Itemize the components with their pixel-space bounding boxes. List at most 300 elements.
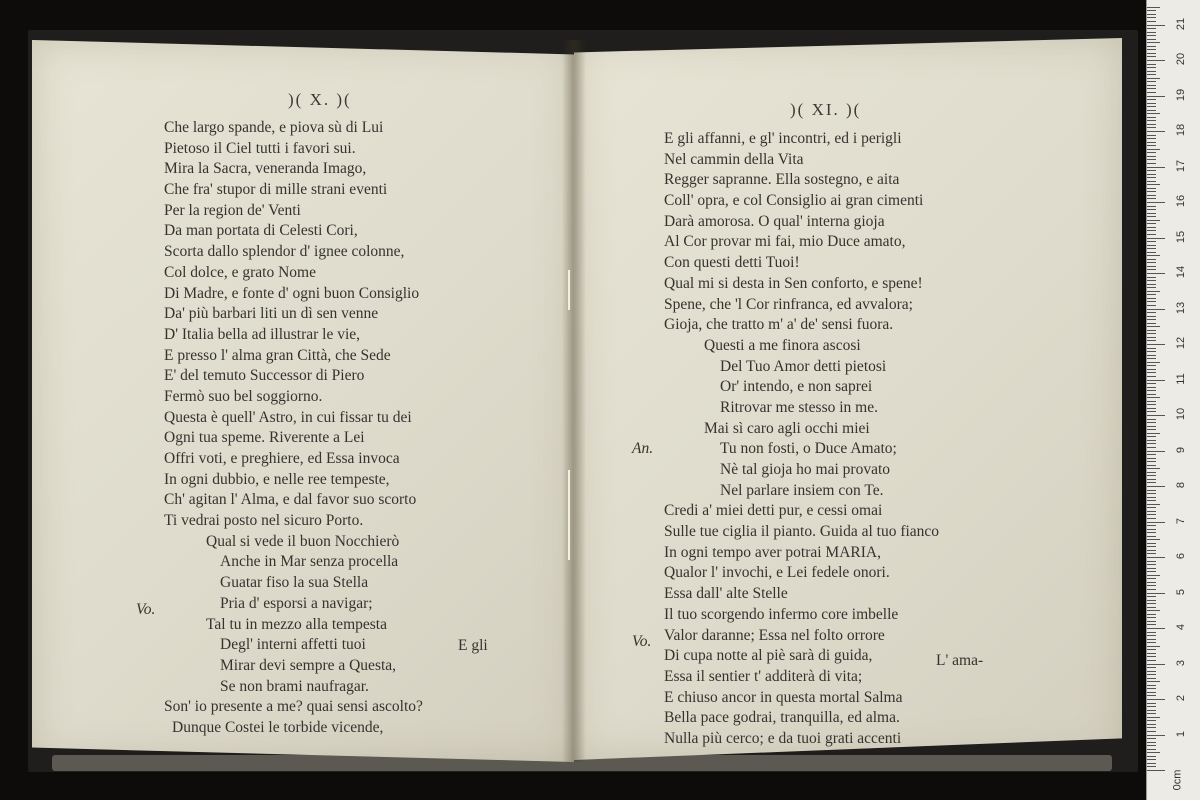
right-line: Tu non fosti, o Duce Amato; <box>720 440 897 458</box>
ruler-tick <box>1147 426 1156 427</box>
ruler-tick <box>1147 685 1156 686</box>
ruler-tick <box>1147 163 1156 164</box>
left-line: Che largo spande, e piova sù di Lui <box>164 119 384 136</box>
ruler-tick <box>1147 408 1156 409</box>
left-line: Guatar fiso la sua Stella <box>220 574 369 592</box>
ruler-tick <box>1147 593 1165 594</box>
ruler-tick <box>1147 486 1165 487</box>
left-line: Ch' agitan l' Alma, e dal favor suo scorto <box>164 491 417 509</box>
ruler-tick <box>1147 479 1156 480</box>
right-line: Essa il sentier t' additerà di vita; <box>664 667 863 685</box>
ruler-tick <box>1147 578 1156 579</box>
right-line: Del Tuo Amor detti pietosi <box>720 357 887 375</box>
left-line: Mirar devi sempre a Questa, <box>220 656 397 674</box>
ruler-number: 11 <box>1175 372 1187 385</box>
ruler-tick <box>1147 323 1156 324</box>
ruler-tick <box>1147 624 1156 625</box>
ruler-tick <box>1147 32 1156 33</box>
left-line: Di Madre, e fonte d' ogni buon Consiglio <box>164 284 420 302</box>
ruler-tick <box>1147 241 1156 242</box>
ruler-tick <box>1147 280 1156 281</box>
ruler-tick <box>1147 458 1156 459</box>
ruler-tick <box>1147 71 1156 72</box>
ruler-tick <box>1147 745 1156 746</box>
ruler-tick <box>1147 28 1156 29</box>
ruler-tick <box>1147 717 1160 718</box>
ruler-tick <box>1147 667 1156 668</box>
ruler-tick <box>1147 220 1160 221</box>
left-line: Mira la Sacra, veneranda Imago, <box>164 160 367 178</box>
ruler-tick <box>1147 614 1156 615</box>
ruler-tick <box>1147 674 1156 675</box>
ruler-tick <box>1147 120 1156 121</box>
ruler-tick <box>1147 49 1156 50</box>
ruler-tick <box>1147 35 1156 36</box>
right-speaker-an: An. <box>632 440 654 457</box>
left-line: Da' più barbari liti un dì sen venne <box>164 305 379 323</box>
ruler-tick <box>1147 447 1156 448</box>
ruler-tick <box>1147 174 1156 175</box>
ruler-tick <box>1147 564 1156 565</box>
ruler-tick <box>1147 355 1156 356</box>
ruler-tick <box>1147 553 1156 554</box>
right-line: Mai sì caro agli occhi miei <box>704 419 870 437</box>
left-speaker-vo: Vo. <box>136 601 156 618</box>
ruler-tick <box>1147 287 1156 288</box>
ruler-tick <box>1147 522 1165 523</box>
ruler-tick <box>1147 223 1156 224</box>
book-gutter <box>562 40 586 762</box>
ruler-tick <box>1147 269 1156 270</box>
ruler-tick <box>1147 326 1160 327</box>
binding-thread-top <box>568 270 580 310</box>
ruler-tick <box>1147 543 1156 544</box>
ruler-tick <box>1147 259 1156 260</box>
ruler-tick <box>1147 340 1156 341</box>
ruler-tick <box>1147 110 1156 111</box>
right-catchword: L' ama- <box>936 652 984 669</box>
ruler-tick <box>1147 67 1156 68</box>
ruler-tick <box>1147 454 1156 455</box>
right-page-text <box>664 129 939 750</box>
ruler-number: 21 <box>1175 17 1187 30</box>
ruler-tick <box>1147 752 1160 753</box>
ruler-tick <box>1147 681 1160 682</box>
ruler-tick <box>1147 113 1160 114</box>
right-line: Bella pace godrai, tranquilla, ed alma. <box>664 709 900 727</box>
ruler-number: 17 <box>1175 159 1187 172</box>
ruler-tick <box>1147 401 1156 402</box>
ruler-tick <box>1147 301 1156 302</box>
ruler-tick <box>1147 660 1156 661</box>
ruler-tick <box>1147 635 1156 636</box>
left-line: Pietoso il Ciel tutti i favori sui. <box>164 139 356 157</box>
ruler-tick <box>1147 518 1156 519</box>
ruler-tick <box>1147 550 1156 551</box>
ruler-tick <box>1147 419 1156 420</box>
ruler-tick <box>1147 742 1156 743</box>
right-line: E gli affanni, e gl' incontri, ed i perigli <box>664 130 902 147</box>
ruler-tick <box>1147 585 1156 586</box>
left-line: Pria d' esporsi a navigar; <box>220 594 373 612</box>
ruler-tick <box>1147 273 1165 274</box>
right-line: Nè tal gioja ho mai provato <box>720 461 891 478</box>
ruler-tick <box>1147 639 1156 640</box>
ruler-tick <box>1147 248 1156 249</box>
ruler-tick <box>1147 475 1156 476</box>
ruler-tick <box>1147 713 1156 714</box>
right-line: Nulla più cerco; e da tuoi grati accenti <box>664 729 902 747</box>
ruler-tick <box>1147 252 1156 253</box>
ruler-tick <box>1147 422 1156 423</box>
ruler-tick <box>1147 284 1156 285</box>
ruler-tick <box>1147 529 1156 530</box>
ruler-tick <box>1147 571 1156 572</box>
ruler-tick <box>1147 152 1156 153</box>
ruler-tick <box>1147 230 1156 231</box>
ruler-tick <box>1147 181 1156 182</box>
left-line: Questa è quell' Astro, in cui fissar tu dei <box>164 408 412 426</box>
ruler-tick <box>1147 511 1156 512</box>
ruler-tick <box>1147 451 1165 452</box>
ruler-tick <box>1147 78 1160 79</box>
ruler-tick <box>1147 411 1156 412</box>
right-line: Spene, che 'l Cor rinfranca, ed avvalora; <box>664 295 913 313</box>
ruler-tick <box>1147 198 1156 199</box>
right-line: Qualor l' invochi, e Lei fedele onori. <box>664 564 890 582</box>
right-page-header: )( XI. )( <box>790 100 862 119</box>
ruler-tick <box>1147 149 1160 150</box>
ruler-tick <box>1147 319 1156 320</box>
ruler-tick <box>1147 135 1156 136</box>
ruler-number: 20 <box>1175 52 1187 66</box>
ruler-tick <box>1147 159 1156 160</box>
ruler-tick <box>1147 21 1156 22</box>
ruler-tick <box>1147 60 1165 61</box>
ruler-tick <box>1147 380 1165 381</box>
left-line: Dunque Costei le torbide vicende, <box>172 718 384 736</box>
ruler-number: 3 <box>1175 659 1187 666</box>
ruler-tick <box>1147 85 1156 86</box>
left-line: Son' io presente a me? quai sensi ascolto? <box>164 698 423 716</box>
ruler-tick <box>1147 294 1156 295</box>
ruler-tick <box>1147 433 1160 434</box>
right-line: Il tuo scorgendo infermo core imbelle <box>664 605 899 623</box>
left-line: D' Italia bella ad illustrar le vie, <box>164 325 361 343</box>
ruler-tick <box>1147 703 1156 704</box>
ruler-tick <box>1147 539 1160 540</box>
ruler-tick <box>1147 266 1156 267</box>
ruler-tick <box>1147 763 1156 764</box>
left-line: Se non brami naufragar. <box>220 677 369 695</box>
ruler-number: 19 <box>1175 88 1187 101</box>
ruler-tick <box>1147 14 1156 15</box>
ruler-number: 10 <box>1175 407 1187 421</box>
right-line: Ritrovar me stesso in me. <box>720 398 878 416</box>
right-line: Sulle tue ciglia il pianto. Guida al tuo fianco <box>664 523 940 541</box>
ruler-number: 16 <box>1175 194 1187 208</box>
ruler-tick <box>1147 255 1160 256</box>
ruler-tick <box>1147 770 1165 771</box>
ruler-tick <box>1147 656 1156 657</box>
ruler-tick <box>1147 138 1156 139</box>
ruler-tick <box>1147 170 1156 171</box>
ruler-tick <box>1147 96 1165 97</box>
ruler-tick <box>1147 56 1156 57</box>
ruler-tick <box>1147 88 1156 89</box>
right-speaker-vo: Vo. <box>632 633 652 650</box>
left-line: Fermò suo bel soggiorno. <box>164 387 323 405</box>
right-line: Qual mi si desta in Sen conforto, e spene! <box>664 274 923 292</box>
ruler-tick <box>1147 372 1156 373</box>
ruler-tick <box>1147 330 1156 331</box>
ruler-tick <box>1147 468 1160 469</box>
ruler-tick <box>1147 727 1156 728</box>
left-line: E' del temuto Successor di Piero <box>164 367 365 385</box>
ruler-tick <box>1147 156 1156 157</box>
ruler-number: 12 <box>1175 336 1187 350</box>
left-line: Ti vedrai posto nel sicuro Porto. <box>164 512 364 530</box>
ruler-tick <box>1147 46 1156 47</box>
ruler-tick <box>1147 312 1156 313</box>
ruler-tick <box>1147 202 1165 203</box>
ruler-tick <box>1147 344 1165 345</box>
ruler-tick <box>1147 213 1156 214</box>
ruler-tick <box>1147 184 1160 185</box>
left-line: Tal tu in mezzo alla tempesta <box>206 615 387 633</box>
left-line: E presso l' alma gran Città, che Sede <box>164 346 391 364</box>
ruler-number: 7 <box>1175 517 1187 524</box>
measurement-ruler <box>1146 0 1200 800</box>
right-line: Credi a' miei detti pur, e cessi omai <box>664 502 883 520</box>
ruler-tick <box>1147 504 1160 505</box>
ruler-tick <box>1147 699 1165 700</box>
right-line: E chiuso ancor in questa mortal Salma <box>664 688 903 706</box>
ruler-tick <box>1147 376 1156 377</box>
ruler-tick <box>1147 596 1156 597</box>
ruler-tick <box>1147 234 1156 235</box>
ruler-tick <box>1147 461 1156 462</box>
ruler-tick <box>1147 724 1156 725</box>
left-page-header: )( X. )( <box>288 90 352 109</box>
ruler-tick <box>1147 610 1160 611</box>
ruler-tick <box>1147 195 1156 196</box>
ruler-tick <box>1147 309 1165 310</box>
ruler-tick <box>1147 582 1156 583</box>
ruler-tick <box>1147 7 1160 8</box>
right-line: Al Cor provar mi fai, mio Duce amato, <box>664 233 906 251</box>
ruler-tick <box>1147 429 1156 430</box>
ruler-tick <box>1147 472 1156 473</box>
ruler-tick <box>1147 710 1156 711</box>
ruler-tick <box>1147 92 1156 93</box>
ruler-tick <box>1147 316 1156 317</box>
ruler-number: 15 <box>1175 230 1187 243</box>
ruler-tick <box>1147 106 1156 107</box>
right-line: Con questi detti Tuoi! <box>664 254 800 272</box>
ruler-tick <box>1147 387 1156 388</box>
ruler-tick <box>1147 348 1156 349</box>
ruler-tick <box>1147 436 1156 437</box>
ruler-tick <box>1147 394 1156 395</box>
ruler-tick <box>1147 525 1156 526</box>
ruler-tick <box>1147 759 1156 760</box>
ruler-tick <box>1147 678 1156 679</box>
right-line: Nel parlare insiem con Te. <box>720 481 884 499</box>
ruler-tick <box>1147 390 1156 391</box>
ruler-tick <box>1147 74 1156 75</box>
ruler-tick <box>1147 735 1165 736</box>
ruler-number: 5 <box>1175 588 1187 595</box>
ruler-tick <box>1147 337 1156 338</box>
ruler-tick <box>1147 351 1156 352</box>
right-line: Questi a me finora ascosi <box>704 336 861 354</box>
ruler-tick <box>1147 209 1156 210</box>
left-line: Col dolce, e grato Nome <box>164 263 316 281</box>
ruler-tick <box>1147 532 1156 533</box>
ruler-number: 4 <box>1175 623 1187 631</box>
ruler-tick <box>1147 42 1160 43</box>
ruler-tick <box>1147 706 1156 707</box>
right-line: Or' intendo, e non saprei <box>720 378 873 396</box>
ruler-tick <box>1147 731 1156 732</box>
ruler-tick <box>1147 177 1156 178</box>
right-line: Darà amorosa. O qual' interna gioja <box>664 212 885 230</box>
left-line: Qual si vede il buon Nocchierò <box>206 532 400 550</box>
ruler-tick <box>1147 664 1165 665</box>
ruler-tick <box>1147 749 1156 750</box>
binding-thread-bottom <box>568 470 580 560</box>
left-line: Che fra' stupor di mille strani eventi <box>164 181 388 199</box>
ruler-number: 14 <box>1175 265 1187 279</box>
ruler-tick <box>1147 362 1160 363</box>
left-line: Da man portata di Celesti Cori, <box>164 222 358 240</box>
right-line: Gioja, che tratto m' a' de' sensi fuora. <box>664 316 894 334</box>
ruler-tick <box>1147 653 1156 654</box>
ruler-tick <box>1147 365 1156 366</box>
ruler-tick <box>1147 642 1156 643</box>
ruler-tick <box>1147 493 1156 494</box>
ruler-tick <box>1147 514 1156 515</box>
ruler-tick <box>1147 589 1156 590</box>
ruler-tick <box>1147 695 1156 696</box>
ruler-tick <box>1147 482 1156 483</box>
ruler-tick <box>1147 103 1156 104</box>
ruler-tick <box>1147 216 1156 217</box>
ruler-tick <box>1147 245 1156 246</box>
ruler-tick <box>1147 206 1156 207</box>
ruler-tick <box>1147 646 1160 647</box>
right-line: Nel cammin della Vita <box>664 150 804 168</box>
left-line: Offri voti, e preghiere, ed Essa invoca <box>164 450 400 467</box>
ruler-tick <box>1147 568 1156 569</box>
ruler-number: 1 <box>1175 730 1187 737</box>
ruler-tick <box>1147 131 1165 132</box>
ruler-tick <box>1147 766 1156 767</box>
ruler-tick <box>1147 167 1165 168</box>
ruler-tick <box>1147 298 1156 299</box>
ruler-number: 9 <box>1175 446 1187 453</box>
ruler-tick <box>1147 603 1156 604</box>
ruler-tick <box>1147 17 1156 18</box>
ruler-number: 18 <box>1175 123 1187 137</box>
ruler-tick <box>1147 64 1156 65</box>
left-line: Degl' interni affetti tuoi <box>220 636 366 654</box>
ruler-tick <box>1147 720 1156 721</box>
ruler-tick <box>1147 117 1156 118</box>
ruler-tick <box>1147 561 1156 562</box>
ruler-tick <box>1147 628 1165 629</box>
ruler-tick <box>1147 81 1156 82</box>
ruler-tick <box>1147 443 1156 444</box>
ruler-tick <box>1147 397 1160 398</box>
right-line: Di cupa notte al piè sarà di guida, <box>664 647 873 665</box>
ruler-tick <box>1147 688 1156 689</box>
ruler-tick <box>1147 546 1156 547</box>
ruler-tick <box>1147 575 1160 576</box>
left-line: Anche in Mar senza procella <box>220 553 399 571</box>
right-line: Coll' opra, e col Consiglio ai gran cimenti <box>664 192 924 210</box>
ruler-tick <box>1147 127 1156 128</box>
ruler-tick <box>1147 358 1156 359</box>
ruler-tick <box>1147 124 1156 125</box>
left-page-text <box>164 118 423 739</box>
ruler-tick <box>1147 305 1156 306</box>
ruler-tick <box>1147 671 1156 672</box>
left-line: Per la region de' Venti <box>164 201 301 219</box>
ruler-tick <box>1147 191 1156 192</box>
ruler-tick <box>1147 142 1156 143</box>
right-line: In ogni tempo aver potrai MARIA, <box>664 543 881 561</box>
ruler-tick <box>1147 500 1156 501</box>
ruler-tick <box>1147 227 1156 228</box>
ruler-tick <box>1147 738 1156 739</box>
ruler-tick <box>1147 291 1160 292</box>
ruler-tick <box>1147 277 1156 278</box>
ruler-tick <box>1147 465 1156 466</box>
ruler-tick <box>1147 99 1156 100</box>
ruler-number: 2 <box>1175 694 1187 702</box>
left-line: Scorta dallo splendor d' ignee colonne, <box>164 243 405 261</box>
ruler-tick <box>1147 145 1156 146</box>
right-line: Essa dall' alte Stelle <box>664 585 788 603</box>
ruler-tick <box>1147 383 1156 384</box>
ruler-tick <box>1147 262 1156 263</box>
ruler-tick <box>1147 369 1156 370</box>
left-line: Ogni tua speme. Riverente a Lei <box>164 429 365 447</box>
ruler-tick <box>1147 536 1156 537</box>
ruler-number: 13 <box>1175 301 1187 314</box>
ruler-tick <box>1147 600 1156 601</box>
ruler-tick <box>1147 607 1156 608</box>
ruler-tick <box>1147 507 1156 508</box>
right-line: Valor daranne; Essa nel folto orrore <box>664 626 885 644</box>
ruler-tick <box>1147 440 1156 441</box>
ruler-tick <box>1147 415 1165 416</box>
ruler-tick <box>1147 39 1156 40</box>
ruler-tick <box>1147 25 1165 26</box>
left-catchword: E gli <box>458 637 488 654</box>
ruler-tick <box>1147 10 1156 11</box>
ruler-tick <box>1147 497 1156 498</box>
ruler-tick <box>1147 53 1156 54</box>
right-line: Regger sapranne. Ella sostegno, e aita <box>664 171 900 189</box>
ruler-tick <box>1147 617 1156 618</box>
ruler-number: 8 <box>1175 481 1187 489</box>
ruler-tick <box>1147 238 1165 239</box>
ruler-unit-label: 0cm <box>1171 769 1184 791</box>
ruler-tick <box>1147 692 1156 693</box>
